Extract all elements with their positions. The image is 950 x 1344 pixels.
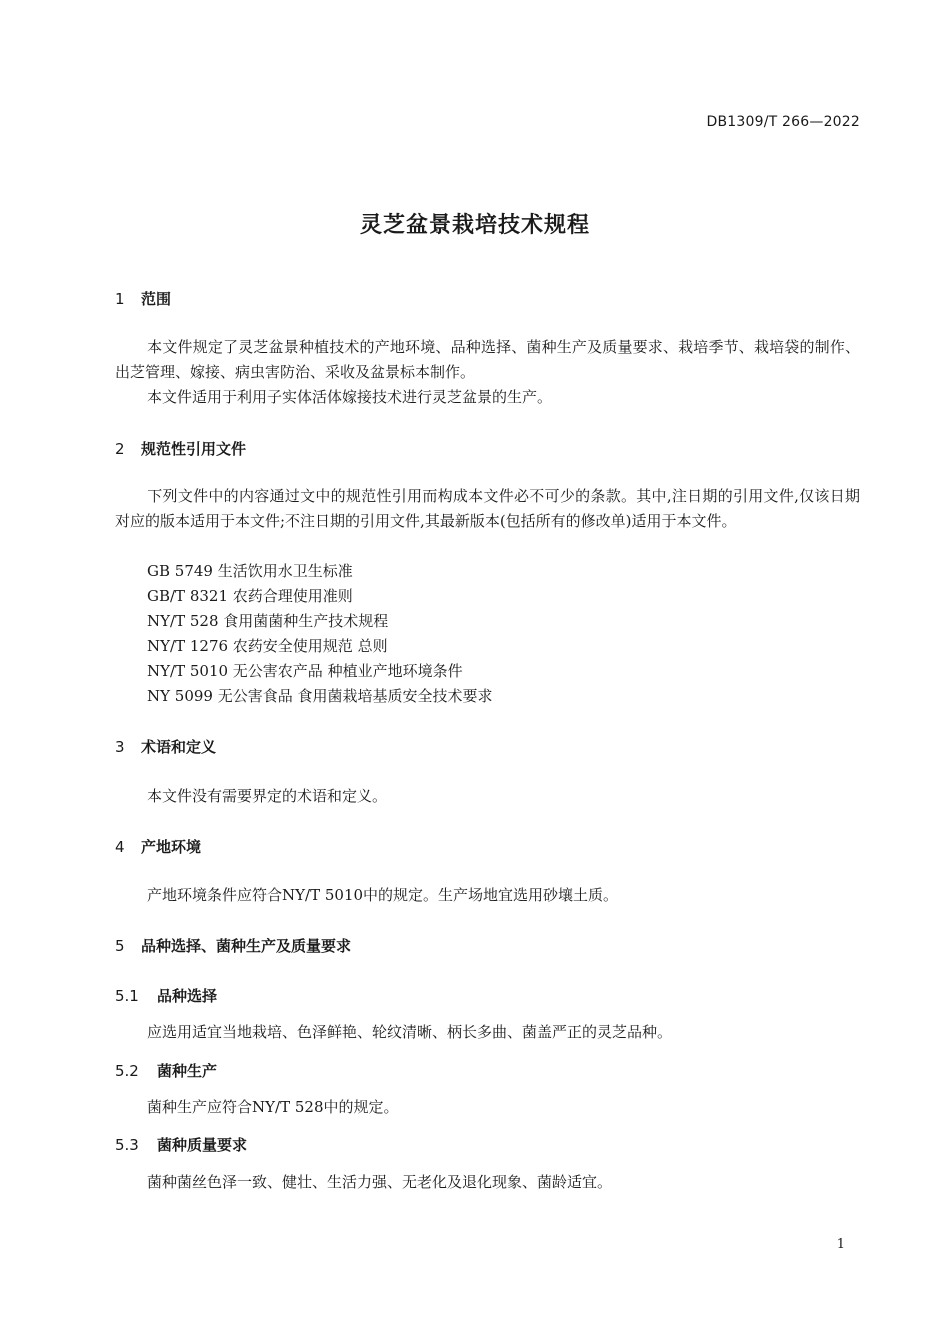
paragraph-text: 应选用适宜当地栽培、色泽鲜艳、轮纹清晰、柄长多曲、菌盖严正的灵芝品种。 xyxy=(147,1023,673,1041)
subsection-5-3-paragraph xyxy=(115,1170,860,1195)
section-title: 术语和定义 xyxy=(141,738,217,756)
section-5-heading xyxy=(115,935,351,956)
paragraph-text: 本文件适用于利用子实体活体嫁接技术进行灵芝盆景的生产。 xyxy=(147,388,553,406)
subsection-title: 菌种质量要求 xyxy=(157,1136,248,1154)
section-title: 规范性引用文件 xyxy=(141,440,247,458)
section-2-heading xyxy=(115,438,246,459)
paragraph-text: 本文件没有需要界定的术语和定义。 xyxy=(147,787,388,805)
document-title: 灵芝盆景栽培技术规程 xyxy=(359,213,590,238)
reference-item: GB 5749 生活饮用水卫生标准 xyxy=(147,562,353,580)
reference-item: NY/T 5010 无公害农产品 种植业产地环境条件 xyxy=(147,662,463,680)
section-number: 5 xyxy=(115,937,125,955)
section-number: 4 xyxy=(115,838,125,856)
section-title: 产地环境 xyxy=(141,838,202,856)
paragraph-text: 产地环境条件应符合NY/T 5010中的规定。生产场地宜选用砂壤土质。 xyxy=(147,886,619,904)
section-2-paragraph-1 xyxy=(115,484,860,534)
section-number: 2 xyxy=(115,440,125,458)
subsection-number: 5.3 xyxy=(115,1136,139,1154)
section-1-paragraph-2 xyxy=(115,385,860,410)
section-title: 品种选择、菌种生产及质量要求 xyxy=(141,937,352,955)
section-number: 3 xyxy=(115,738,125,756)
reference-item: NY/T 528 食用菌菌种生产技术规程 xyxy=(147,612,389,630)
subsection-5-1-paragraph xyxy=(115,1020,860,1045)
subsection-title: 品种选择 xyxy=(157,987,218,1005)
section-number: 1 xyxy=(115,290,125,308)
section-1-paragraph-1 xyxy=(115,335,860,385)
subsection-5-2-heading xyxy=(115,1060,217,1081)
subsection-5-2-paragraph xyxy=(115,1095,860,1120)
section-4-paragraph-1 xyxy=(115,883,860,908)
subsection-5-1-heading xyxy=(115,985,217,1006)
section-4-heading xyxy=(115,836,201,857)
document-number: DB1309/T 266—2022 xyxy=(706,114,860,130)
subsection-5-3-heading xyxy=(115,1134,247,1155)
subsection-number: 5.1 xyxy=(115,987,139,1005)
paragraph-text: 下列文件中的内容通过文中的规范性引用而构成本文件必不可少的条款。其中,注日期的引用文件,仅该日期对应的版本适用于本文件;不注日期的引用文件,其最新版本(包括所有的修改单)适用于本文件。 xyxy=(115,487,860,530)
subsection-title: 菌种生产 xyxy=(157,1062,218,1080)
page-number: 1 xyxy=(836,1237,845,1252)
section-3-heading xyxy=(115,736,216,757)
reference-item: NY/T 1276 农药安全使用规范 总则 xyxy=(147,637,388,655)
section-3-paragraph-1 xyxy=(115,784,860,809)
subsection-number: 5.2 xyxy=(115,1062,139,1080)
paragraph-text: 本文件规定了灵芝盆景种植技术的产地环境、品种选择、菌种生产及质量要求、栽培季节、栽培袋的制作、出芝管理、嫁接、病虫害防治、采收及盆景标本制作。 xyxy=(115,338,860,381)
paragraph-text: 菌种菌丝色泽一致、健壮、生活力强、无老化及退化现象、菌龄适宜。 xyxy=(147,1173,613,1191)
reference-item: GB/T 8321 农药合理使用准则 xyxy=(147,587,353,605)
paragraph-text: 菌种生产应符合NY/T 528中的规定。 xyxy=(147,1098,399,1116)
section-title: 范围 xyxy=(141,290,172,308)
reference-item: NY 5099 无公害食品 食用菌栽培基质安全技术要求 xyxy=(147,687,493,705)
section-1-heading xyxy=(115,288,171,309)
